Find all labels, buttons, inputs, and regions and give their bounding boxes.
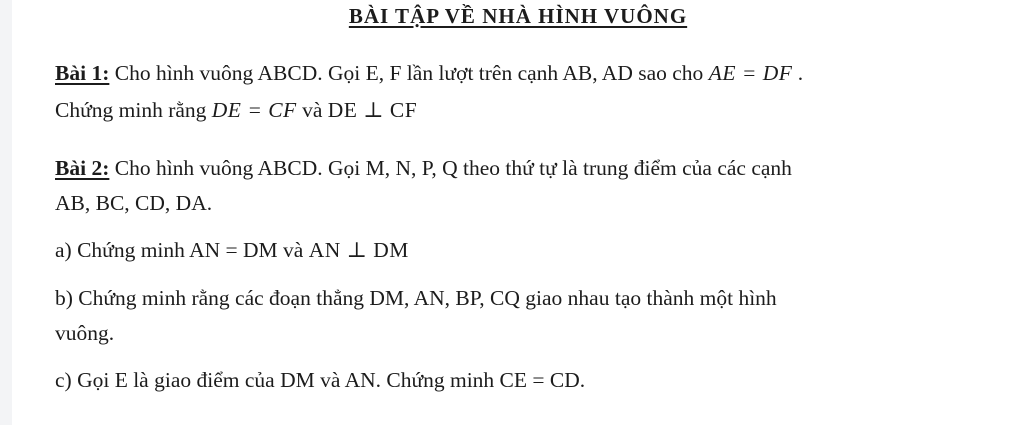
bai2-part-c: c) Gọi E là giao điểm của DM và AN. Chứng minh CE = CD. [55,368,586,392]
document-page [12,0,1024,425]
bai1-line2 [55,97,417,123]
bai2-part-a-perpendicular: AN ⊥ DM [308,238,409,262]
bai2-line1 [55,155,792,181]
bai1-and-text: và [296,98,328,122]
bai2-label: Bài 2: [55,156,110,180]
bai2-part-b-line2: vuông. [55,321,115,345]
bai2-part-b-line1: b) Chứng minh rằng các đoạn thẳng DM, AN, BP, CQ giao nhau tạo thành một hình [55,286,777,310]
bai1-prove-text: Chứng minh rằng [55,98,212,122]
bai1-perpendicular-math: DE ⊥ CF [327,98,418,122]
bai1-line1 [55,60,803,86]
bai1-label: Bài 1: [55,61,110,85]
bai2-statement: Cho hình vuông ABCD. Gọi M, N, P, Q theo thứ tự là trung điểm của các cạnh [109,156,792,180]
bai2-line2: AB, BC, CD, DA. [55,191,213,215]
bai1-line1-end: . [792,61,804,85]
bai1-condition-math: AE = DF [708,61,793,85]
document-title: BÀI TẬP VỀ NHÀ HÌNH VUÔNG [348,4,688,28]
bai2-part-a [55,237,409,263]
bai1-statement: Cho hình vuông ABCD. Gọi E, F lần lượt trên cạnh AB, AD sao cho [109,61,709,85]
bai2-part-a-text: a) Chứng minh AN = DM và [55,238,309,262]
bai1-prove-math: DE = CF [211,98,297,122]
